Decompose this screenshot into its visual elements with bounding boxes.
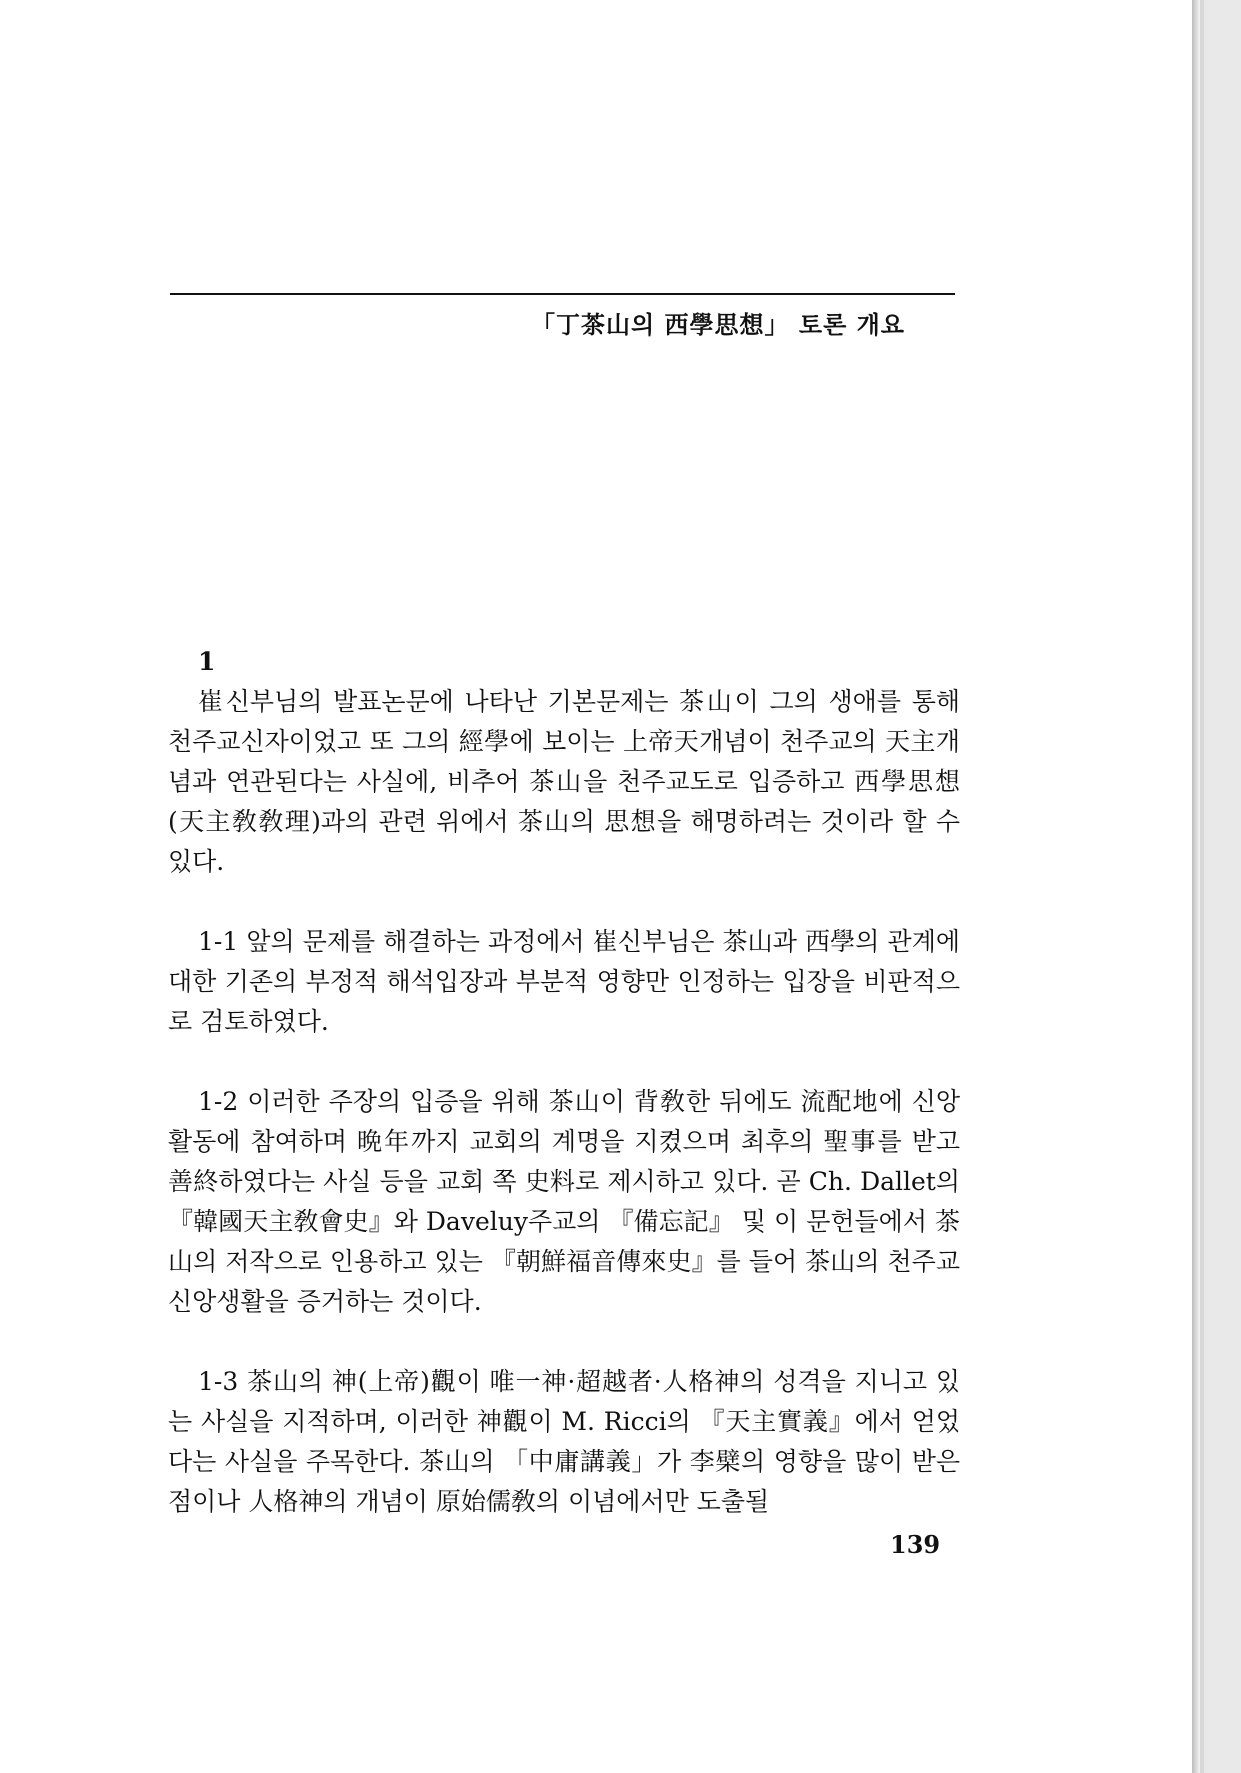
paragraph-1-2: 1-2 이러한 주장의 입증을 위해 茶山이 背敎한 뒤에도 流配地에 신앙활동에 참여하며 晩年까지 교회의 계명을 지켰으며 최후의 聖事를 받고 善終하였다는 사실 등을 교회 쪽 史料로 제시하고 있다. 곧 Ch. Dallet의 『韓國天主敎會史』와 Daveluy주교의 『備忘記』 및 이 문헌들에서 茶山의 저작으로 인용하고 있는 『朝鮮福音傳來史』를 들어 茶山의 천주교 신앙생활을 증거하는 것이다. (168, 1087, 960, 1316)
paragraph-1-1: 1-1 앞의 문제를 해결하는 과정에서 崔신부님은 茶山과 西學의 관계에 대한 기존의 부정적 해석입장과 부분적 영향만 인정하는 입장을 비판적으로 검토하였다. (168, 927, 960, 1036)
page-edge-shadow (1200, 0, 1204, 1773)
page-number: 139 (890, 1530, 941, 1559)
paragraph-1-3: 1-3 茶山의 神(上帝)觀이 唯一神·超越者·人格神의 성격을 지니고 있는 사실을 지적하며, 이러한 神觀이 M. Ricci의 『天主實義』에서 얻었다는 사실을 주목한다. 茶山의 「中庸講義」가 李檗의 영향을 많이 받은 점이나 人格神의 개념이 原始儒敎의 이념에서만 도출될 (168, 1367, 960, 1516)
running-header: 「丁茶山의 西學思想」 토론 개요 (531, 311, 905, 339)
header-rule (170, 293, 955, 295)
paragraph-intro: 崔신부님의 발표논문에 나타난 기본문제는 茶山이 그의 생애를 통해 천주교신자이었고 또 그의 經學에 보이는 上帝天개념이 천주교의 天主개념과 연관된다는 사실에, 비추어 茶山을 천주교도로 입증하고 西學思想(天主敎敎理)과의 관련 위에서 茶山의 思想을 해명하려는 것이라 할 수 있다. (168, 687, 960, 876)
section-number: 1 (198, 647, 216, 676)
page-edge (1192, 0, 1200, 1773)
body-text (168, 642, 960, 1522)
